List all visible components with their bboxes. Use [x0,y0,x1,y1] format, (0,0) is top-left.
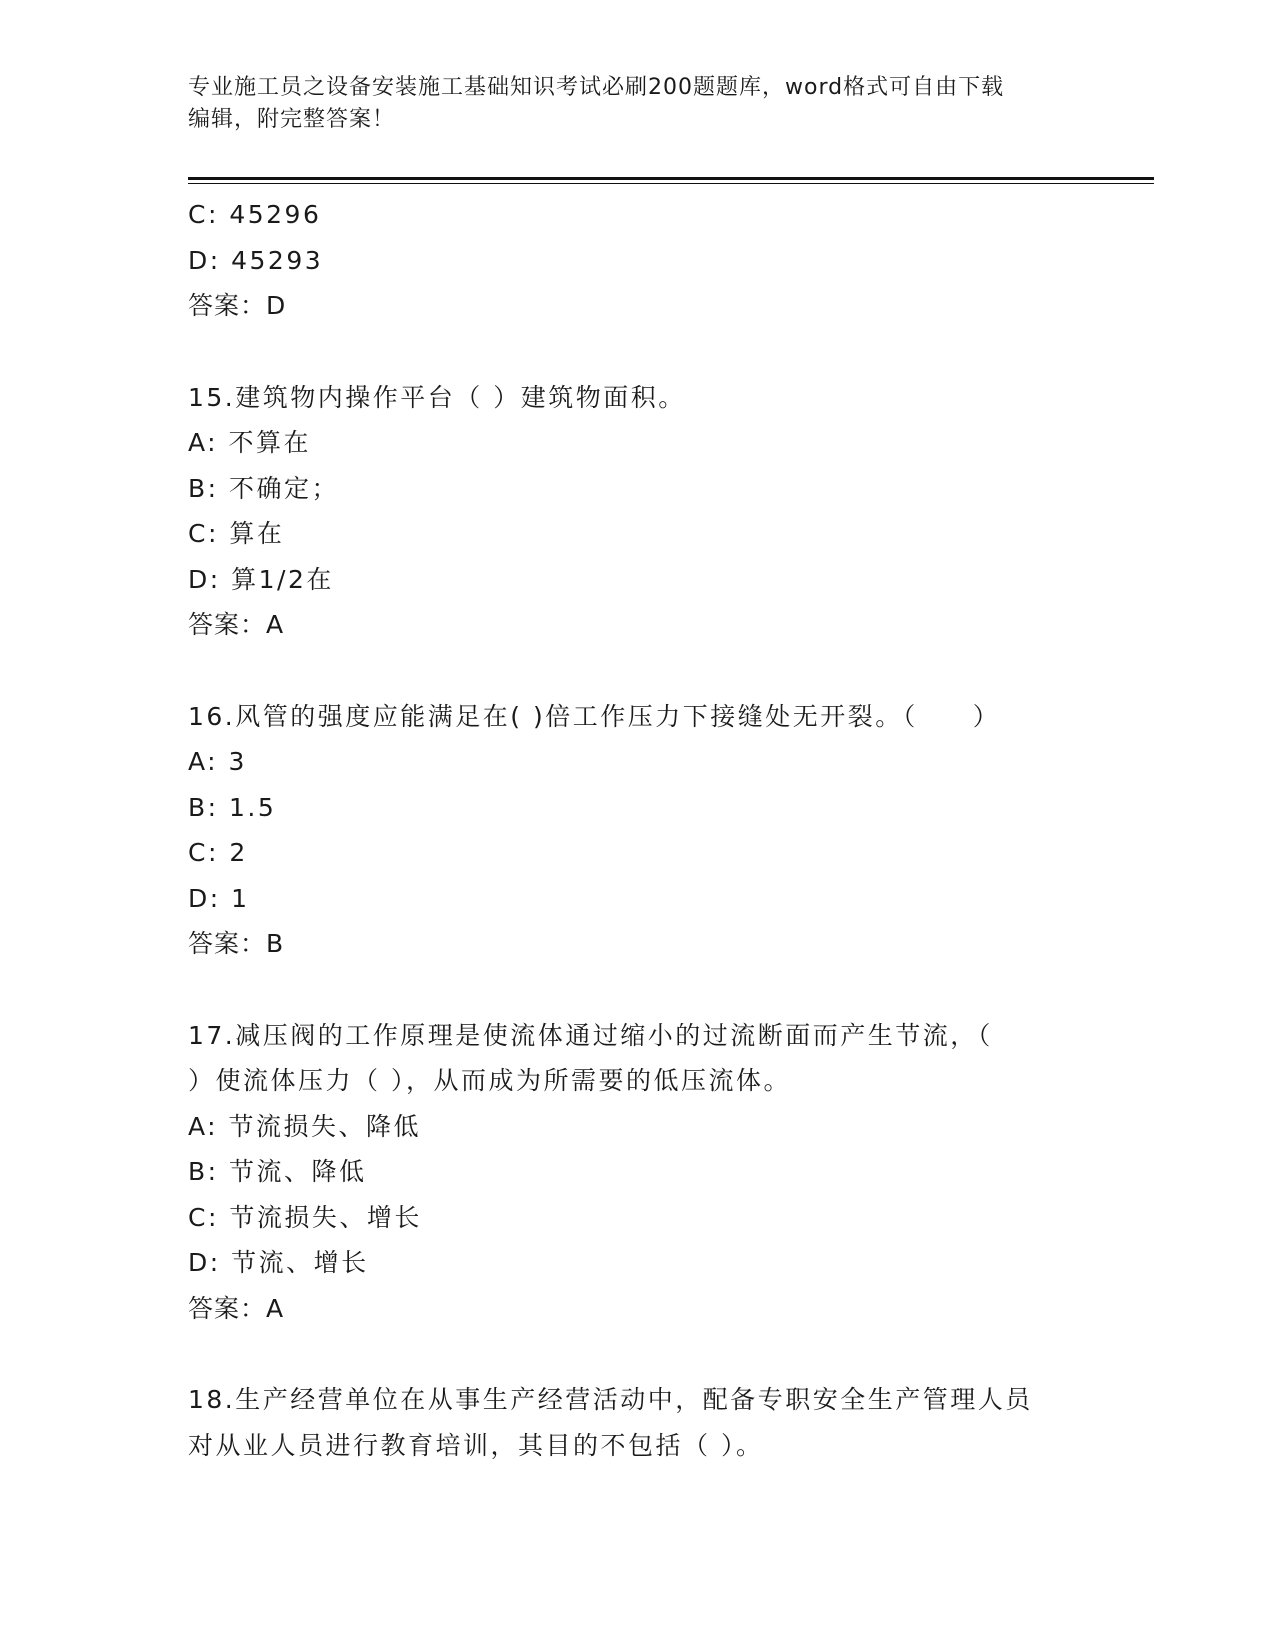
question-15 [188,375,1088,648]
header-divider-thick [188,177,1154,180]
answer-line: 答案：A [188,610,285,639]
question-stem-line-2: 对从业人员进行教育培训，其目的不包括（ ）。 [188,1430,764,1460]
spacer [188,648,1088,694]
question-stem: 15.建筑物内操作平台（ ）建筑物面积。 [188,382,686,412]
option-d: D: 1 [188,883,250,913]
question-list [188,192,1088,1468]
question-stem: 16.风管的强度应能满足在( )倍工作压力下接缝处无开裂。（ ） [188,701,1001,731]
answer-line: 答案：D [188,291,287,320]
option-a: A: 节流损失、降低 [188,1111,422,1141]
option-d: D: 节流、增长 [188,1248,369,1277]
document-header [188,72,1088,136]
option-a: A: 不算在 [188,428,312,457]
option-b: B: 1.5 [188,792,277,822]
question-stem-line-1: 18.生产经营单位在从事生产经营活动中，配备专职安全生产管理人员 [188,1385,1033,1414]
question-17 [188,1013,1088,1332]
option-c: C: 算在 [188,519,285,548]
header-line-1: 专业施工员之设备安装施工基础知识考试必刷200题题库，word格式可自由下载 [188,75,1005,100]
spacer [188,967,1088,1013]
option-b: B: 不确定； [188,473,340,503]
question-18 [188,1377,1088,1468]
question-14-tail [188,192,1088,329]
question-16 [188,694,1088,967]
option-c: C: 2 [188,838,248,867]
spacer [188,1331,1088,1377]
spacer [188,329,1088,375]
question-stem-line-1: 17.减压阀的工作原理是使流体通过缩小的过流断面而产生节流，（ [188,1020,993,1050]
header-divider-thin [188,183,1154,184]
option-a: A: 3 [188,747,247,776]
option-c: C: 节流损失、增长 [188,1202,422,1232]
option-c: C: 45296 [188,200,322,229]
answer-line: 答案：A [188,1293,285,1323]
answer-line: 答案：B [188,929,285,958]
header-line-2: 编辑，附完整答案！ [188,107,396,132]
option-d: D: 算1/2在 [188,564,334,594]
question-stem-line-2: ）使流体压力（ ），从而成为所需要的低压流体。 [188,1066,791,1095]
option-b: B: 节流、降低 [188,1157,367,1186]
option-d: D: 45293 [188,245,324,275]
